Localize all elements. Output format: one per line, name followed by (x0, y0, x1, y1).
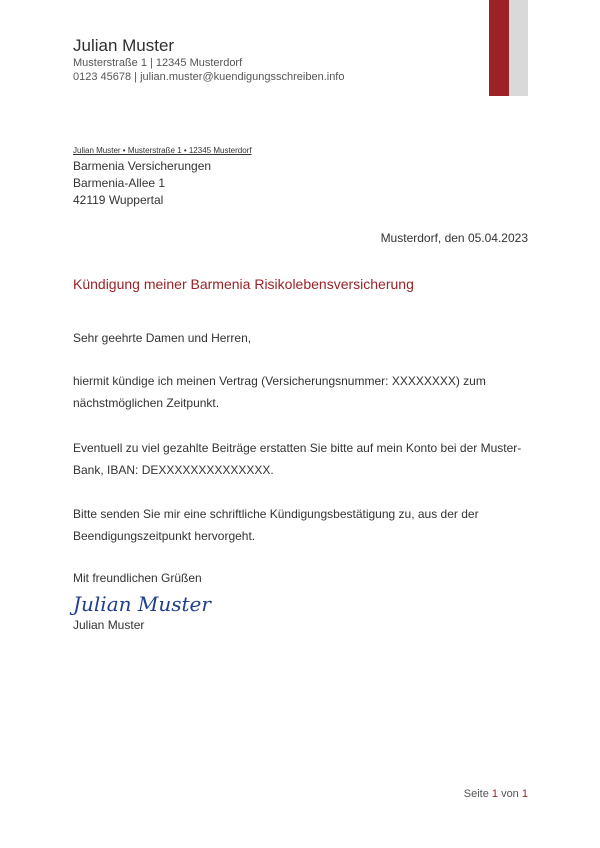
return-address-line: Julian Muster • Musterstraße 1 • 12345 Musterdorf (73, 146, 252, 155)
sender-street-line: Musterstraße 1 | 12345 Musterdorf (73, 57, 243, 69)
recipient-city: 42119 Wuppertal (73, 193, 164, 207)
printed-name: Julian Muster (73, 618, 145, 632)
body-paragraph-3: Bitte senden Sie mir eine schriftliche Kündigungsbestätigung zu, aus der der Beendigungszeitpunkt hervorgeht. (73, 507, 479, 543)
date-line: Musterdorf, den 05.04.2023 (380, 231, 528, 245)
total-pages-number: 1 (521, 788, 528, 800)
salutation: Sehr geehrte Damen und Herren, (73, 331, 252, 345)
body-paragraph-1: hiermit kündige ich meinen Vertrag (Versicherungsnummer: XXXXXXXX) zum nächstmöglichen Zeitpunkt. (73, 374, 486, 410)
sender-contact-line: 0123 45678 | julian.muster@kuendigungsschreiben.info (73, 71, 345, 83)
accent-bar-red (489, 0, 509, 96)
page-label: Seite (463, 788, 489, 800)
closing-greeting: Mit freundlichen Grüßen (73, 571, 202, 585)
handwritten-signature: Julian Muster (73, 592, 211, 616)
of-label: von (501, 788, 519, 800)
recipient-street: Barmenia-Allee 1 (73, 176, 166, 190)
recipient-company: Barmenia Versicherungen (73, 159, 212, 173)
current-page-number: 1 (491, 788, 498, 800)
accent-bar-grey (509, 0, 528, 96)
body-paragraph-2: Eventuell zu viel gezahlte Beiträge erstatten Sie bitte auf mein Konto bei der Muster-Bank, IBAN: DEXXXXXXXXXXXXXX. (73, 441, 522, 477)
page-footer (464, 788, 528, 800)
subject-line: Kündigung meiner Barmenia Risikolebensversicherung (73, 276, 414, 292)
sender-name: Julian Muster (73, 36, 175, 55)
